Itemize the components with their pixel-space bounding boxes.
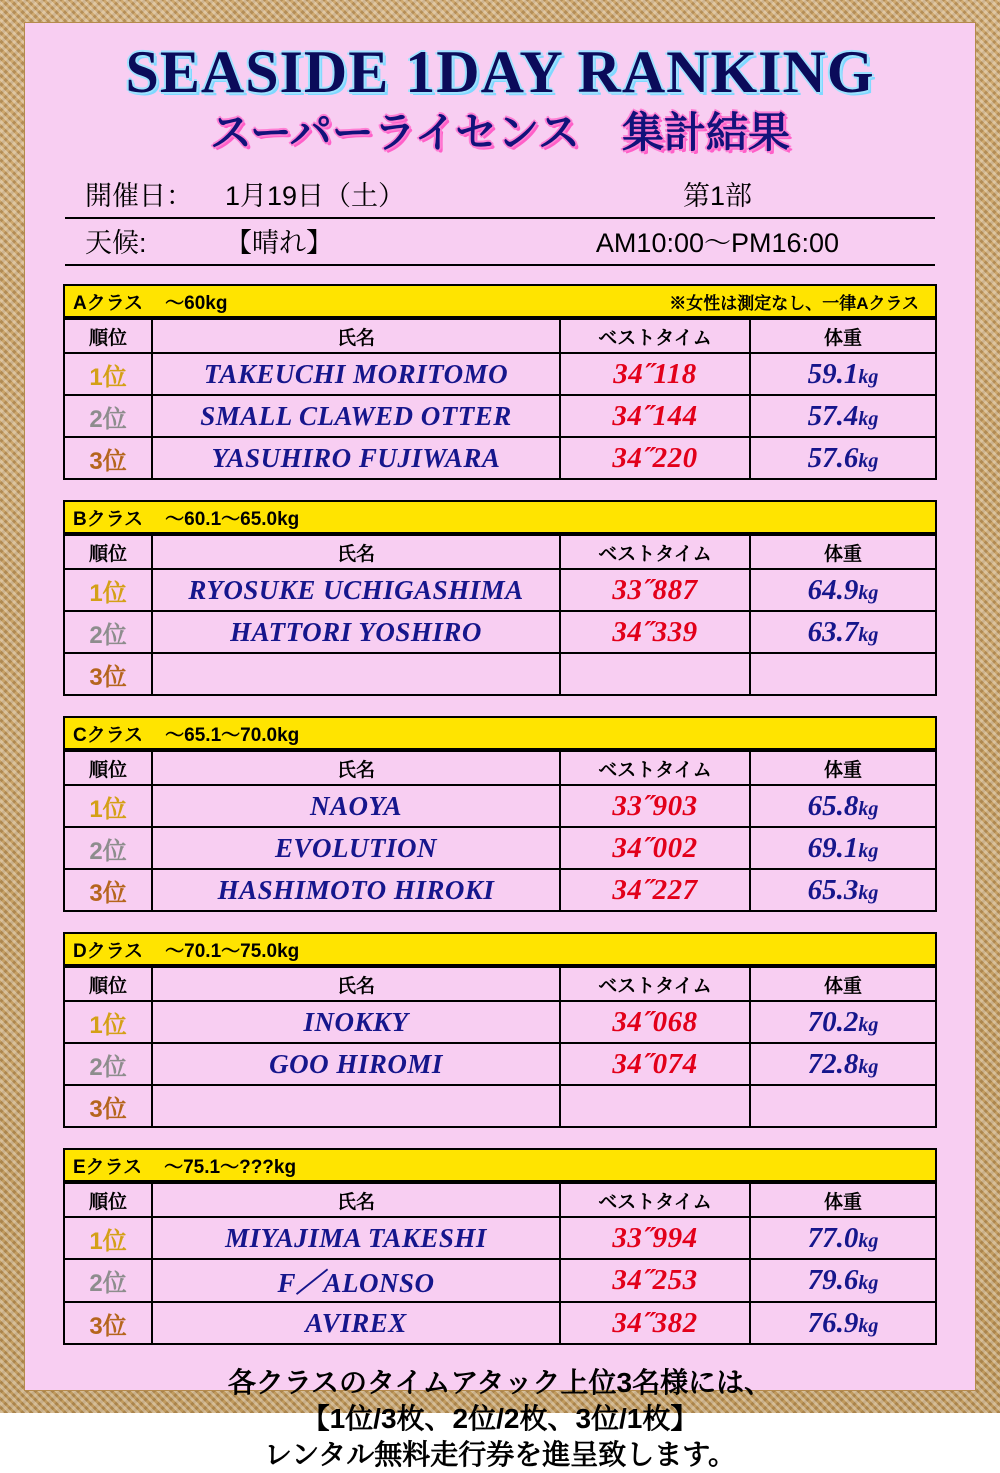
table-row bbox=[64, 395, 936, 437]
weight-cell bbox=[750, 653, 936, 695]
rank-cell: 3位 bbox=[64, 1302, 152, 1344]
event-meta bbox=[65, 172, 935, 266]
table-row bbox=[64, 1001, 936, 1043]
time-cell: 33˝887 bbox=[560, 569, 750, 611]
table-row bbox=[64, 1043, 936, 1085]
rank-cell: 1位 bbox=[64, 1217, 152, 1259]
weight-value: 65.3 bbox=[807, 873, 859, 906]
rank-cell: 1位 bbox=[64, 569, 152, 611]
weight-cell bbox=[750, 569, 936, 611]
col-rank: 順位 bbox=[64, 319, 152, 353]
weight-unit: kg bbox=[858, 881, 879, 904]
time-cell: 34˝253 bbox=[560, 1259, 750, 1302]
table-row bbox=[64, 1085, 936, 1127]
table-row bbox=[64, 653, 936, 695]
col-weight: 体重 bbox=[750, 1183, 936, 1217]
class-key-a: Aクラス bbox=[73, 292, 144, 314]
table-row bbox=[64, 869, 936, 911]
weight-unit: kg bbox=[858, 1229, 879, 1252]
time-cell: 34˝339 bbox=[560, 611, 750, 653]
table-row bbox=[64, 1259, 936, 1302]
class-range-a: 〜60kg bbox=[165, 292, 228, 314]
time-cell: 34˝118 bbox=[560, 353, 750, 395]
name-cell: HATTORI YOSHIRO bbox=[152, 611, 560, 653]
name-cell: EVOLUTION bbox=[152, 827, 560, 869]
weight-unit: kg bbox=[858, 623, 879, 646]
col-name: 氏名 bbox=[152, 535, 560, 569]
class-range-d: 〜70.1〜75.0kg bbox=[165, 940, 300, 962]
weight-value: 79.6 bbox=[807, 1264, 859, 1297]
class-block-c bbox=[63, 716, 937, 912]
weight-unit: kg bbox=[858, 1055, 879, 1078]
footer-line-1: 各クラスのタイムアタック上位3名様には、 bbox=[227, 1367, 773, 1399]
time-cell: 34˝074 bbox=[560, 1043, 750, 1085]
rank-table-d bbox=[63, 966, 937, 1128]
time-cell: 33˝903 bbox=[560, 785, 750, 827]
class-header-c bbox=[63, 716, 937, 750]
meta-weather-label: 天候: bbox=[85, 228, 147, 259]
table-row bbox=[64, 353, 936, 395]
class-key-e: Eクラス bbox=[73, 1156, 143, 1178]
class-header-b bbox=[63, 500, 937, 534]
class-key-c: Cクラス bbox=[73, 724, 144, 746]
col-best-time: ベストタイム bbox=[560, 319, 750, 353]
weight-value: 57.6 bbox=[807, 441, 859, 474]
rank-cell: 1位 bbox=[64, 785, 152, 827]
rank-cell: 2位 bbox=[64, 1259, 152, 1302]
weight-unit: kg bbox=[858, 407, 879, 430]
weight-unit: kg bbox=[858, 839, 879, 862]
col-name: 氏名 bbox=[152, 319, 560, 353]
class-header-a bbox=[63, 284, 937, 318]
weight-value: 65.8 bbox=[807, 789, 859, 822]
col-name: 氏名 bbox=[152, 751, 560, 785]
rank-table-e bbox=[63, 1182, 937, 1345]
weight-value: 72.8 bbox=[807, 1047, 859, 1080]
weight-unit: kg bbox=[858, 1272, 879, 1295]
table-row bbox=[64, 437, 936, 479]
rank-cell: 3位 bbox=[64, 437, 152, 479]
class-range-b: 〜60.1〜65.0kg bbox=[165, 508, 300, 530]
table-row bbox=[64, 827, 936, 869]
weight-cell bbox=[750, 611, 936, 653]
col-rank: 順位 bbox=[64, 1183, 152, 1217]
class-header-d bbox=[63, 932, 937, 966]
weight-value: 59.1 bbox=[807, 357, 859, 390]
footer-line-3: レンタル無料走行券を進呈致します。 bbox=[264, 1438, 736, 1470]
weight-cell bbox=[750, 1001, 936, 1043]
class-note-a: ※女性は測定なし、一律Aクラス bbox=[669, 293, 919, 313]
table-row bbox=[64, 1302, 936, 1344]
table-header-row bbox=[64, 967, 936, 1001]
weight-value: 63.7 bbox=[807, 615, 859, 648]
footer-line-2: 【1位/3枚、2位/2枚、3位/1枚】 bbox=[301, 1403, 699, 1435]
weight-unit: kg bbox=[858, 581, 879, 604]
poster-inner bbox=[24, 22, 976, 1470]
rank-cell: 2位 bbox=[64, 827, 152, 869]
weight-unit: kg bbox=[858, 1013, 879, 1036]
weight-value: 69.1 bbox=[807, 831, 859, 864]
name-cell: SMALL CLAWED OTTER bbox=[152, 395, 560, 437]
name-cell bbox=[152, 653, 560, 695]
weight-unit: kg bbox=[858, 365, 879, 388]
meta-time bbox=[500, 219, 935, 266]
col-rank: 順位 bbox=[64, 751, 152, 785]
name-cell: F／ALONSO bbox=[152, 1259, 560, 1302]
rank-cell: 3位 bbox=[64, 653, 152, 695]
class-key-b: Bクラス bbox=[73, 508, 144, 530]
weight-cell bbox=[750, 1217, 936, 1259]
rank-cell: 2位 bbox=[64, 1043, 152, 1085]
time-cell bbox=[560, 1085, 750, 1127]
weight-cell bbox=[750, 869, 936, 911]
table-header-row bbox=[64, 751, 936, 785]
page-title: SEASIDE 1DAY RANKING bbox=[125, 39, 875, 105]
meta-date bbox=[65, 172, 500, 219]
rank-table-a bbox=[63, 318, 937, 480]
time-cell: 34˝144 bbox=[560, 395, 750, 437]
time-cell bbox=[560, 653, 750, 695]
weight-cell bbox=[750, 395, 936, 437]
weight-cell bbox=[750, 1302, 936, 1344]
class-key-d: Dクラス bbox=[73, 940, 144, 962]
class-block-b bbox=[63, 500, 937, 696]
name-cell: YASUHIRO FUJIWARA bbox=[152, 437, 560, 479]
meta-weather bbox=[65, 219, 500, 266]
table-row bbox=[64, 1217, 936, 1259]
table-row bbox=[64, 569, 936, 611]
class-range-c: 〜65.1〜70.0kg bbox=[165, 724, 300, 746]
meta-date-label: 開催日： bbox=[85, 181, 193, 212]
col-best-time: ベストタイム bbox=[560, 1183, 750, 1217]
meta-date-value: 1月19日（土） bbox=[225, 181, 406, 212]
name-cell: TAKEUCHI MORITOMO bbox=[152, 353, 560, 395]
rank-table-c bbox=[63, 750, 937, 912]
table-row bbox=[64, 785, 936, 827]
footer-notes bbox=[53, 1365, 947, 1472]
rank-cell: 1位 bbox=[64, 353, 152, 395]
col-weight: 体重 bbox=[750, 535, 936, 569]
name-cell: INOKKY bbox=[152, 1001, 560, 1043]
class-block-a bbox=[63, 284, 937, 480]
name-cell: AVIREX bbox=[152, 1302, 560, 1344]
col-rank: 順位 bbox=[64, 535, 152, 569]
time-cell: 34˝068 bbox=[560, 1001, 750, 1043]
col-name: 氏名 bbox=[152, 1183, 560, 1217]
time-cell: 33˝994 bbox=[560, 1217, 750, 1259]
weight-cell bbox=[750, 437, 936, 479]
name-cell: MIYAJIMA TAKESHI bbox=[152, 1217, 560, 1259]
col-weight: 体重 bbox=[750, 967, 936, 1001]
table-header-row bbox=[64, 535, 936, 569]
name-cell: NAOYA bbox=[152, 785, 560, 827]
meta-time-value: AM10:00〜PM16:00 bbox=[595, 228, 840, 259]
name-cell: RYOSUKE UCHIGASHIMA bbox=[152, 569, 560, 611]
col-best-time: ベストタイム bbox=[560, 751, 750, 785]
class-block-d bbox=[63, 932, 937, 1128]
rank-cell: 3位 bbox=[64, 1085, 152, 1127]
col-rank: 順位 bbox=[64, 967, 152, 1001]
class-range-e: 〜75.1〜???kg bbox=[164, 1156, 297, 1178]
rank-cell: 1位 bbox=[64, 1001, 152, 1043]
table-row bbox=[64, 611, 936, 653]
col-weight: 体重 bbox=[750, 751, 936, 785]
meta-part-value: 第1部 bbox=[682, 181, 753, 212]
weight-cell bbox=[750, 785, 936, 827]
weight-cell bbox=[750, 1085, 936, 1127]
name-cell bbox=[152, 1085, 560, 1127]
col-best-time: ベストタイム bbox=[560, 535, 750, 569]
weight-cell bbox=[750, 1043, 936, 1085]
weight-unit: kg bbox=[858, 797, 879, 820]
rank-table-b bbox=[63, 534, 937, 696]
rank-cell: 2位 bbox=[64, 611, 152, 653]
weight-cell bbox=[750, 827, 936, 869]
name-cell: GOO HIROMI bbox=[152, 1043, 560, 1085]
weight-cell bbox=[750, 353, 936, 395]
weight-unit: kg bbox=[858, 449, 879, 472]
col-weight: 体重 bbox=[750, 319, 936, 353]
page-subtitle: スーパーライセンス 集計結果 bbox=[209, 109, 791, 156]
meta-part bbox=[500, 172, 935, 219]
weight-value: 57.4 bbox=[807, 399, 859, 432]
weight-value: 77.0 bbox=[807, 1221, 859, 1254]
table-header-row bbox=[64, 1183, 936, 1217]
col-name: 氏名 bbox=[152, 967, 560, 1001]
weight-value: 76.9 bbox=[807, 1306, 859, 1339]
time-cell: 34˝220 bbox=[560, 437, 750, 479]
class-header-e bbox=[63, 1148, 937, 1182]
weight-cell bbox=[750, 1259, 936, 1302]
rank-cell: 2位 bbox=[64, 395, 152, 437]
weight-unit: kg bbox=[858, 1314, 879, 1337]
name-cell: HASHIMOTO HIROKI bbox=[152, 869, 560, 911]
meta-weather-value: 【晴れ】 bbox=[225, 228, 333, 259]
class-block-e bbox=[63, 1148, 937, 1345]
weight-value: 64.9 bbox=[807, 573, 859, 606]
time-cell: 34˝002 bbox=[560, 827, 750, 869]
weight-value: 70.2 bbox=[807, 1005, 859, 1038]
rank-cell: 3位 bbox=[64, 869, 152, 911]
time-cell: 34˝382 bbox=[560, 1302, 750, 1344]
col-best-time: ベストタイム bbox=[560, 967, 750, 1001]
table-header-row bbox=[64, 319, 936, 353]
time-cell: 34˝227 bbox=[560, 869, 750, 911]
